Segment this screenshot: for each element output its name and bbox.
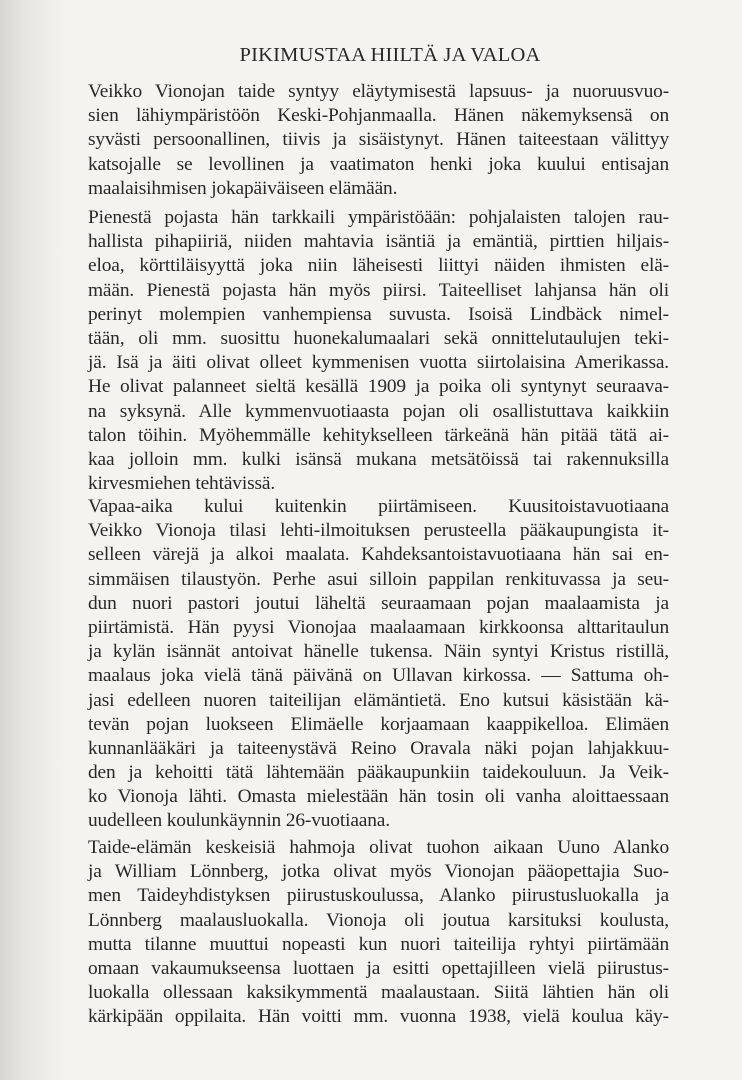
text-line: katsojalle se levollinen ja vaatimaton henki joka kuului entisajan [88,153,669,175]
text-line: selleen värejä ja alkoi maalata. Kahdeksantoistavuotiaana hän sai en- [88,544,669,566]
paragraph-4 [88,836,669,1030]
text-line: ja kylän isännät antoivat hänelle tukensa. Näin syntyi Kristus ristillä, [88,641,669,663]
text-line: kirvesmiehen tehtävissä. [88,473,276,495]
text-line: omaan vakaumukseensa luottaen ja esitti opettajilleen vielä piirustus- [88,957,669,979]
text-line: jasi edelleen nuoren taiteilijan elämäntietä. Eno kutsui käsistään kä- [88,689,669,711]
text-line: He olivat palanneet sieltä kesällä 1909 ja poika oli syntynyt seuraava- [88,376,669,398]
text-line: hallista pihapiiriä, niiden mahtavia isäntiä ja emäntiä, pirttien hiljais- [88,231,669,253]
text-line: maalaus joka vielä tänä päivänä on Ullavan kirkossa. — Sattuma oh- [88,665,669,687]
text-line: perinyt molempien vanhempiensa suvusta. Isoisä Lindbäck nimel- [88,303,669,325]
text-line: tevän pojan luokseen Elimäelle korjaamaan kaappikelloa. Elimäen [88,713,669,735]
text-line: simmäisen tilaustyön. Perhe asui silloin pappilan renkituvassa ja seu- [88,568,669,590]
text-line: kunnanlääkäri ja taiteenystävä Reino Oravala näki pojan lahjakkuu- [88,737,669,759]
paragraph-1 [88,80,669,201]
text-line: kärkipään oppilaita. Hän voitti mm. vuonna 1938, vielä koulua käy- [88,1006,669,1028]
text-line: syvästi persoonallinen, tiivis ja sisäistynyt. Hänen taiteestaan välittyy [88,129,669,151]
text-line: talon töihin. Myöhemmälle kehitykselleen tärkeänä hän pitää tätä ai- [88,424,669,446]
text-line: ko Vionoja lähti. Omasta mielestään hän tosin oli vanha aloittaessaan [88,786,669,808]
text-line: luokalla ollessaan kaksikymmentä maalaustaan. Siitä lähtien hän oli [88,982,669,1004]
text-line: uudelleen koulunkäynnin 26-vuotiaana. [88,810,390,832]
text-line: na syksynä. Alle kymmenvuotiaasta pojan oli osallistuttava kaikkiin [88,400,669,422]
text-line: eloa, körttiläisyyttä joka niin läheisesti liittyi näiden ihmisten elä- [88,255,669,277]
text-line: jä. Isä ja äiti olivat olleet kymmenisen vuotta siirtolaisina Amerikassa. [88,352,669,374]
text-line: tään, oli mm. suosittu huonekalumaalari sekä onnittelutaulujen teki- [88,327,669,349]
page-title: PIKIMUSTAA HIILTÄ JA VALOA [239,44,541,66]
paragraph-2 [88,206,669,496]
text-line: Pienestä pojasta hän tarkkaili ympäristöään: pohjalaisten talojen rau- [88,207,669,228]
text-line: Lönnberg maalausluokalla. Vionoja oli joutua karsituksi koulusta, [88,909,669,931]
text-line: mutta tilanne muuttui nopeasti kun nuori taiteilija ryhtyi piirtämään [88,933,669,955]
text-line: sien lähiympäristöön Keski-Pohjanmaalla. Hänen näkemyksensä on [88,105,669,127]
text-line: den ja kehoitti tätä lähtemään pääkaupunkiin taidekouluun. Ja Veik- [88,762,669,784]
text-line: ja William Lönnberg, jotka olivat myös Vionojan pääopettajia Suo- [88,861,669,883]
text-line: Taide-elämän keskeisiä hahmoja olivat tuohon aikaan Uuno Alanko [88,837,669,858]
text-line: kaa jolloin mm. kulki isänsä mukana metsätöissä tai rakennuksilla [88,448,669,470]
text-line: piirtämistä. Hän pyysi Vionojaa maalaamaan kirkkoonsa alttaritaulun [88,616,669,638]
text-line: mään. Pienestä pojasta hän myös piirsi. Taiteelliset lahjansa hän oli [88,279,669,301]
paragraph-3 [88,495,669,834]
text-line: men Taideyhdistyksen piirustuskoulussa, Alanko piirustusluokalla ja [88,885,669,907]
text-line: Vapaa-aika kului kuitenkin piirtämiseen. Kuusitoistavuotiaana [88,496,669,517]
text-line: Veikko Vionoja tilasi lehti-ilmoituksen perusteella pääkaupungista it- [88,520,669,542]
text-line: dun nuori pastori joutui läheltä seuraamaan pojan maalaamista ja [88,592,669,614]
text-line: Veikko Vionojan taide syntyy eläytymisestä lapsuus- ja nuoruusvuo- [88,81,669,102]
text-line: maalaisihmisen jokapäiväiseen elämään. [88,177,398,199]
